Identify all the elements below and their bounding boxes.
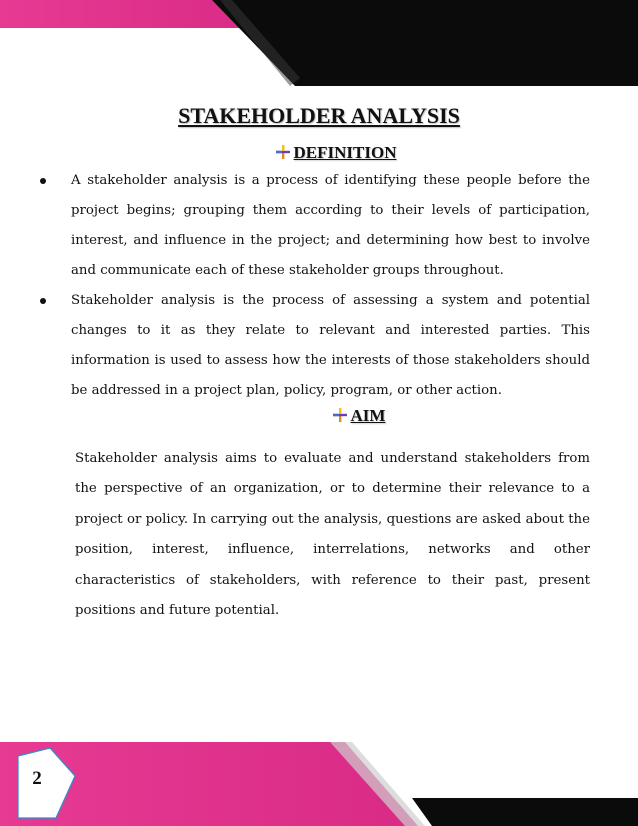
list-item <box>40 286 590 406</box>
definition-heading <box>0 143 638 163</box>
aim-heading-label: AIM <box>350 406 386 425</box>
definition-heading-label: DEFINITION <box>293 143 397 162</box>
four-point-star-icon <box>276 145 290 159</box>
list-item <box>40 166 590 286</box>
page-title: STAKEHOLDER ANALYSIS <box>178 103 460 128</box>
bullet-icon <box>40 178 46 184</box>
page-number: 2 <box>32 768 42 789</box>
bullet-icon <box>40 298 46 304</box>
list-item-text: Stakeholder analysis is the process of assessing a system and potential changes to it as they relate to relevant and interested parties. This information is used to assess how the interests of those stakeholders should be addressed in a project plan, policy, program, or other action. <box>71 293 590 398</box>
list-item-text: A stakeholder analysis is a process of identifying these people before the project begins; grouping them according to their levels of participation, interest, and influence in the project; and determining how best to involve and communicate each of these stakeholder groups throughout. <box>71 173 590 278</box>
aim-heading <box>0 406 638 426</box>
definition-list <box>40 166 590 406</box>
four-point-star-icon <box>333 408 347 422</box>
aim-paragraph: Stakeholder analysis aims to evaluate and understand stakeholders from the perspective of an organization, or to determine their relevance to a project or policy. In carrying out the analysis, questions are asked about the position, interest, influence, interrelations, networks and other characteristics of stakeholders, with reference to their past, present positions and future potential. <box>75 451 590 619</box>
